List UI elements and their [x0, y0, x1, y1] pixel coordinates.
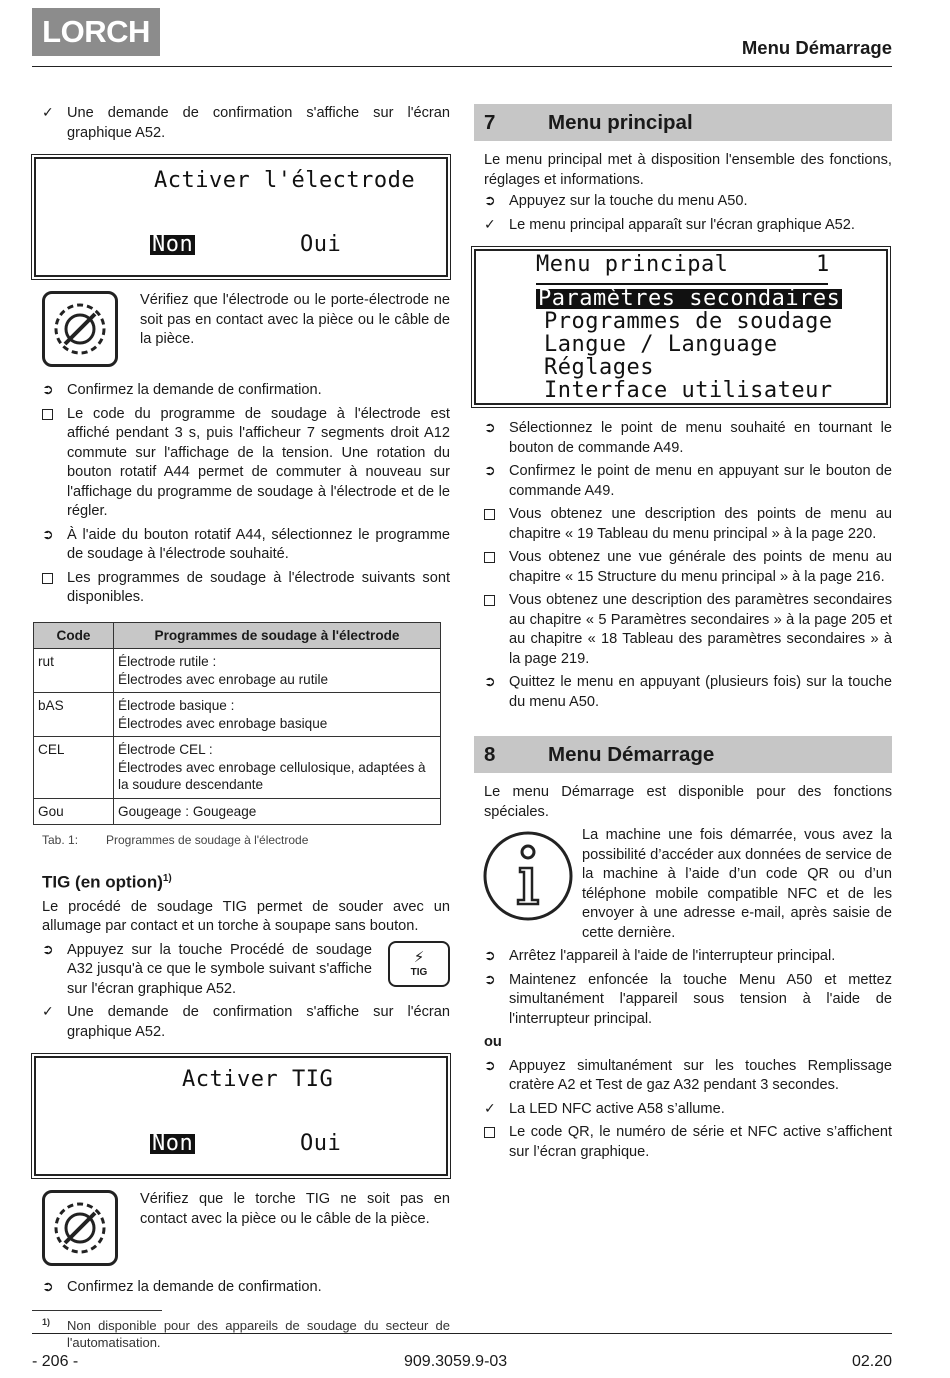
- step-item: ➲ Appuyez sur la touche Procédé de soudage A32 jusqu'à ce que le symbole suivant s'affiche sur l'écran graphique A52.: [42, 941, 372, 997]
- checkbox-icon: [484, 1123, 504, 1145]
- check-item: ✓ La LED NFC active A58 s’allume.: [484, 1100, 892, 1120]
- info-note: La machine une fois démarrée, vous avez la possibilité d’accéder aux données de service de la machine à l’aide d’un code QR ou d’un téléphone mobile compatible NFC et de les envoyer à une adresse e-mail, après saisie de cette dernière.: [474, 826, 892, 943]
- table-caption: Tab. 1: Programmes de soudage à l'électrode: [42, 833, 309, 847]
- page-number: - 206 -: [32, 1353, 79, 1370]
- safety-note: Vérifiez que l'électrode ou le porte-électrode ne soit pas en contact avec la pièce ou le câble de la pièce.: [42, 291, 450, 373]
- tig-step-block: [42, 941, 450, 1000]
- table-header-code: Code: [34, 622, 114, 649]
- lorch-logo: LORCH: [32, 8, 160, 56]
- arrow-right-icon: ➲: [484, 420, 496, 436]
- lcd-activate-electrode: [34, 157, 448, 277]
- info-item: Le code QR, le numéro de série et NFC active s’affichent sur l’écran graphique.: [484, 1123, 892, 1162]
- lcd-menu-item: Interface utilisateur: [544, 378, 833, 403]
- lcd-menu-title: Menu principal: [536, 252, 729, 277]
- tig-intro: Le procédé de soudage TIG permet de souder avec un allumage par contact et un torche à soupape sans bouton.: [42, 898, 450, 935]
- table-row: CEL Électrode CEL : Électrodes avec enrobage cellulosique, adaptées à la soudure descendante: [34, 737, 441, 799]
- step-item: ➲ Confirmez la demande de confirmation.: [42, 1278, 450, 1298]
- arrow-right-icon: ➲: [484, 1057, 496, 1074]
- arrow-right-icon: ➲: [484, 193, 496, 209]
- checkmark-icon: ✓: [484, 216, 496, 233]
- page-header-title: Menu Démarrage: [741, 37, 892, 58]
- info-icon: [482, 830, 574, 929]
- checkbox-icon: [42, 569, 62, 591]
- footnote-divider: [32, 1310, 162, 1311]
- lcd-option-yes: Oui: [300, 1131, 342, 1157]
- lcd-menu-item: Réglages: [544, 355, 654, 380]
- step-item: ➲ Confirmez le point de menu en appuyant sur le bouton de commande A49.: [484, 463, 892, 499]
- right-column: 7 Menu principal Le menu principal met à disposition l'ensemble des fonctions, réglages et informations. ➲ Appuyez sur la touche du menu A50. ✓ Le menu principal apparaît sur l'écran graphique A52. Menu principal 1 Paramètres secondaires Programmes de soudage Langue / Language Réglages Interface utilisateur ➲ Sélectionnez le point de menu souhaité en tournant le bouton de commande A49. ➲ Confirmez le point de menu en appuyant sur le bouton de commande A49. Vous obtenez une description des points de menu au chapitre « 19 Tableau du menu principal » à la page 220. Vous obtenez une vue générale des points de menu au chapitre « 15 Structure du menu principal » à la page 216. Vous obtenez une description des paramètres secondaires au chapitre « 5 Paramètres secondaires » à la page 205 et au chapitre « 18 Tableau des paramètres secondaires » à la page 219. ➲ Quittez le menu en appuyant (plusieurs fois) sur la touche du menu A50. 8 Menu Démarrage Le menu Démarrage est disponible pour des fonctions spéciales. La machine une fois démarrée, vous avez la possibilité d’accéder aux données de service de la machine à l’aide d’un code QR ou d’un téléphone mobile compatible NFC et de les envoyer à une adresse e-mail, après saisie de cette dernière. ➲ Arrêtez l'appareil à l'aide de l'interrupteur principal. ➲ Maintenez enfoncée la touche Menu A50 et mettez simultanément l'appareil sous tension à l'aide de l'interrupteur principal. ou ➲ Appuyez simultanément sur les touches Remplissage cratère A2 et Test de gaz A32 pendant 3 secondes. ✓ La LED NFC active A58 s’allume. Le code QR, le numéro de série et NFC active s’affichent sur l’écran graphique.: [474, 104, 892, 1166]
- checkbox-icon: [484, 548, 504, 570]
- checkmark-icon: ✓: [484, 1100, 496, 1117]
- section-7-body: [474, 192, 892, 235]
- check-item: ✓ Une demande de confirmation s'affiche sur l'écran graphique A52.: [42, 105, 450, 141]
- step-item: ➲ Confirmez la demande de confirmation.: [42, 381, 450, 401]
- section-8-heading: 8 Menu Démarrage: [474, 736, 892, 773]
- footer-divider: [32, 1333, 892, 1334]
- step-item: ➲ Maintenez enfoncée la touche Menu A50 et mettez simultanément l'appareil sous tension à l'aide de l'interrupteur principal.: [484, 971, 892, 1027]
- step-item: ➲ Quittez le menu en appuyant (plusieurs fois) sur la touche du menu A50.: [484, 674, 892, 710]
- arrow-right-icon: ➲: [42, 941, 54, 958]
- lcd-menu-item: Programmes de soudage: [544, 309, 833, 334]
- header-divider: [32, 66, 892, 67]
- step-item: ➲ Appuyez sur la touche du menu A50.: [484, 192, 892, 212]
- or-label: ou: [484, 1034, 502, 1050]
- table-header-programs: Programmes de soudage à l'électrode: [114, 622, 441, 649]
- info-item: Le code du programme de soudage à l'électrode est affiché pendant 3 s, puis l'afficheur 7 segments droit A12 commute sur l'affichage de la tension. Une rotation du bouton rotatif A44 permet de commuter à nouveau sur l'affichage du programme de soudage à l'électrode et de le régler.: [42, 405, 450, 522]
- step-item: ➲ Arrêtez l'appareil à l'aide de l'interrupteur principal.: [484, 947, 892, 967]
- lcd-main-menu: [474, 249, 888, 405]
- lcd-title: Activer l'électrode: [154, 168, 416, 193]
- checkbox-icon: [42, 405, 62, 427]
- gear-icon: [42, 291, 118, 367]
- lcd-option-no: Non: [152, 1131, 194, 1157]
- lcd-option-yes: Oui: [300, 232, 342, 257]
- left-column: [38, 104, 450, 1351]
- info-item: Vous obtenez une description des points de menu au chapitre « 19 Tableau du menu principal » à la page 220.: [484, 505, 892, 544]
- step-item: ➲ Sélectionnez le point de menu souhaité en tournant le bouton de commande A49.: [484, 420, 892, 456]
- checkmark-icon: ✓: [42, 105, 54, 121]
- arrow-right-icon: ➲: [484, 463, 496, 479]
- checkmark-icon: ✓: [42, 1004, 54, 1021]
- lcd-option-no: Non: [152, 232, 194, 257]
- arrow-right-icon: ➲: [484, 674, 496, 690]
- arrow-right-icon: ➲: [42, 382, 54, 398]
- table-row: bAS Électrode basique : Électrodes avec enrobage basique: [34, 693, 441, 737]
- arrow-right-icon: ➲: [42, 1279, 54, 1296]
- safety-note: Vérifiez que le torche TIG ne soit pas en contact avec la pièce ou le câble de la pièce.: [42, 1190, 450, 1272]
- document-date: 02.20: [851, 1353, 892, 1370]
- tig-heading: TIG (en option)$^{1)}$: [42, 872, 172, 892]
- section-7-steps: [474, 419, 892, 712]
- footnote: 1) Non disponible pour des appareils de soudage du secteur de l'automatisation.: [42, 1316, 450, 1350]
- check-item: ✓ Une demande de confirmation s'affiche sur l'écran graphique A52.: [42, 1004, 450, 1040]
- lcd-menu-page: 1: [816, 252, 830, 277]
- electrode-programs-table: [33, 622, 441, 826]
- document-number: 909.3059.9-03: [404, 1353, 508, 1370]
- gear-icon: [42, 1190, 118, 1266]
- lcd-activate-tig: [34, 1056, 448, 1176]
- table-row: Gou Gougeage : Gougeage: [34, 798, 441, 825]
- table-row: rut Électrode rutile : Électrodes avec enrobage au rutile: [34, 649, 441, 693]
- arrow-right-icon: ➲: [484, 971, 496, 988]
- info-item: Vous obtenez une vue générale des points de menu au chapitre « 15 Structure du menu principal » à la page 216.: [484, 548, 892, 587]
- arrow-right-icon: ➲: [42, 526, 54, 543]
- lcd-menu-item: Paramètres secondaires: [538, 286, 841, 311]
- arrow-right-icon: ➲: [484, 948, 496, 964]
- lcd-menu-item: Langue / Language: [544, 332, 778, 357]
- step-item: ➲ Appuyez simultanément sur les touches Remplissage cratère A2 et Test de gaz A32 pendant 3 secondes.: [484, 1057, 892, 1093]
- info-item: Vous obtenez une description des paramètres secondaires au chapitre « 5 Paramètres secondaires » à la page 205 et au chapitre « 18 Tableau des paramètres secondaires » à la page 219.: [484, 591, 892, 669]
- check-item: ✓ Le menu principal apparaît sur l'écran graphique A52.: [484, 216, 892, 236]
- tig-process-icon: ⚡ TIG: [388, 941, 450, 987]
- section-8-steps: [474, 947, 892, 1162]
- step-item: ➲ À l'aide du bouton rotatif A44, sélectionnez le programme de soudage à l'électrode souhaité.: [42, 526, 450, 562]
- lcd-title: Activer TIG: [182, 1067, 334, 1093]
- checkbox-icon: [484, 505, 504, 527]
- info-item: Les programmes de soudage à l'électrode suivants sont disponibles.: [42, 569, 450, 608]
- section-7-heading: 7 Menu principal: [474, 104, 892, 141]
- checkbox-icon: [484, 591, 504, 613]
